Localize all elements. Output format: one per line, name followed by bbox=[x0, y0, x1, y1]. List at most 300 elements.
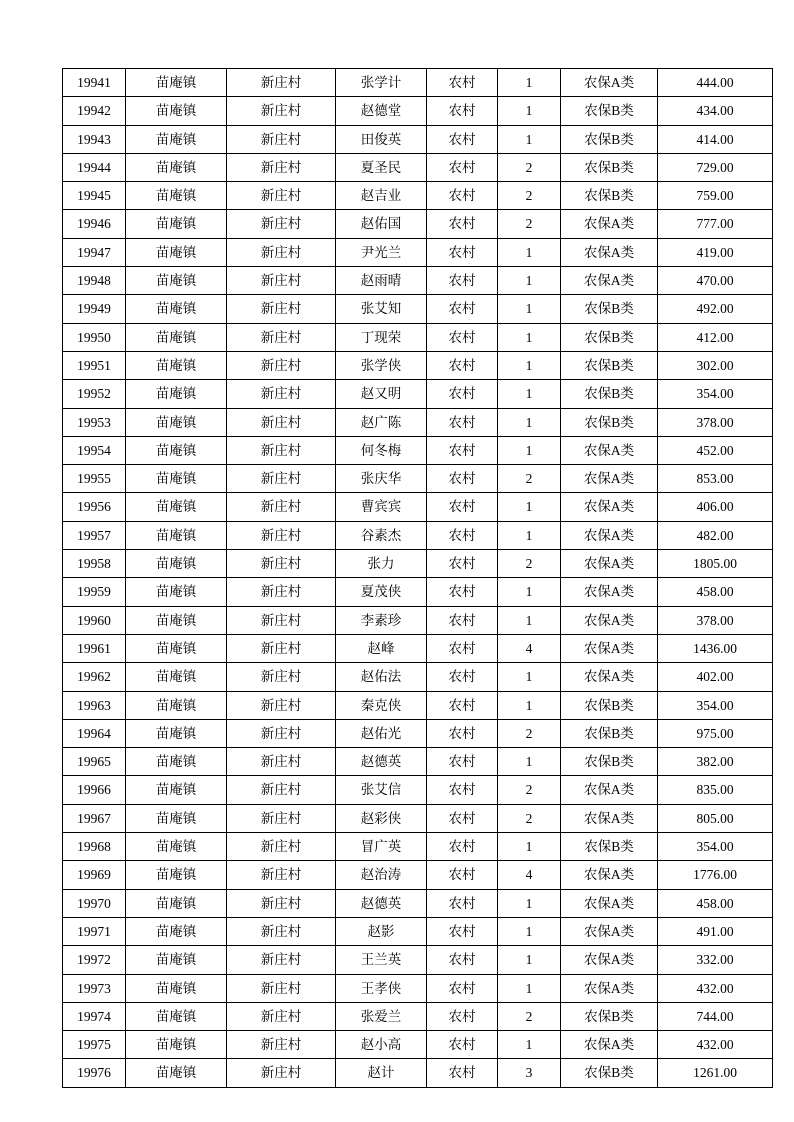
cell-town: 苗庵镇 bbox=[126, 663, 227, 691]
cell-name: 张艾知 bbox=[336, 295, 427, 323]
cell-count: 2 bbox=[498, 210, 561, 238]
cell-amount: 419.00 bbox=[658, 238, 773, 266]
cell-category: 农保A类 bbox=[561, 861, 658, 889]
cell-id: 19962 bbox=[63, 663, 126, 691]
table-row bbox=[63, 436, 773, 464]
cell-type: 农村 bbox=[427, 153, 498, 181]
cell-town: 苗庵镇 bbox=[126, 946, 227, 974]
table-row bbox=[63, 465, 773, 493]
table-row bbox=[63, 493, 773, 521]
cell-category: 农保A类 bbox=[561, 663, 658, 691]
cell-count: 2 bbox=[498, 465, 561, 493]
cell-count: 1 bbox=[498, 974, 561, 1002]
cell-town: 苗庵镇 bbox=[126, 804, 227, 832]
cell-amount: 1776.00 bbox=[658, 861, 773, 889]
cell-category: 农保A类 bbox=[561, 889, 658, 917]
cell-amount: 434.00 bbox=[658, 97, 773, 125]
cell-id: 19948 bbox=[63, 267, 126, 295]
cell-name: 赵彩侠 bbox=[336, 804, 427, 832]
cell-town: 苗庵镇 bbox=[126, 748, 227, 776]
table-row bbox=[63, 351, 773, 379]
cell-id: 19969 bbox=[63, 861, 126, 889]
cell-town: 苗庵镇 bbox=[126, 69, 227, 97]
table-row bbox=[63, 550, 773, 578]
cell-town: 苗庵镇 bbox=[126, 380, 227, 408]
table-row bbox=[63, 748, 773, 776]
cell-amount: 744.00 bbox=[658, 1002, 773, 1030]
table-row bbox=[63, 578, 773, 606]
cell-count: 4 bbox=[498, 634, 561, 662]
cell-type: 农村 bbox=[427, 69, 498, 97]
cell-town: 苗庵镇 bbox=[126, 465, 227, 493]
table-row bbox=[63, 663, 773, 691]
table-body bbox=[63, 69, 773, 1088]
cell-name: 赵德堂 bbox=[336, 97, 427, 125]
cell-name: 赵治涛 bbox=[336, 861, 427, 889]
cell-category: 农保B类 bbox=[561, 380, 658, 408]
cell-type: 农村 bbox=[427, 493, 498, 521]
table-row bbox=[63, 323, 773, 351]
cell-count: 2 bbox=[498, 1002, 561, 1030]
cell-amount: 835.00 bbox=[658, 776, 773, 804]
cell-village: 新庄村 bbox=[227, 804, 336, 832]
cell-town: 苗庵镇 bbox=[126, 351, 227, 379]
cell-amount: 805.00 bbox=[658, 804, 773, 832]
cell-category: 农保B类 bbox=[561, 833, 658, 861]
table-row bbox=[63, 210, 773, 238]
cell-type: 农村 bbox=[427, 380, 498, 408]
cell-name: 夏茂侠 bbox=[336, 578, 427, 606]
cell-amount: 332.00 bbox=[658, 946, 773, 974]
cell-amount: 378.00 bbox=[658, 408, 773, 436]
cell-amount: 853.00 bbox=[658, 465, 773, 493]
cell-town: 苗庵镇 bbox=[126, 97, 227, 125]
cell-count: 1 bbox=[498, 833, 561, 861]
cell-name: 秦克侠 bbox=[336, 691, 427, 719]
cell-type: 农村 bbox=[427, 465, 498, 493]
cell-village: 新庄村 bbox=[227, 833, 336, 861]
table-row bbox=[63, 946, 773, 974]
cell-id: 19945 bbox=[63, 182, 126, 210]
cell-category: 农保A类 bbox=[561, 578, 658, 606]
table-row bbox=[63, 974, 773, 1002]
cell-type: 农村 bbox=[427, 776, 498, 804]
cell-count: 1 bbox=[498, 606, 561, 634]
cell-category: 农保A类 bbox=[561, 69, 658, 97]
cell-type: 农村 bbox=[427, 606, 498, 634]
cell-id: 19960 bbox=[63, 606, 126, 634]
cell-category: 农保B类 bbox=[561, 153, 658, 181]
cell-category: 农保A类 bbox=[561, 634, 658, 662]
cell-village: 新庄村 bbox=[227, 889, 336, 917]
cell-amount: 354.00 bbox=[658, 833, 773, 861]
cell-category: 农保B类 bbox=[561, 748, 658, 776]
cell-amount: 729.00 bbox=[658, 153, 773, 181]
cell-village: 新庄村 bbox=[227, 69, 336, 97]
cell-count: 1 bbox=[498, 323, 561, 351]
cell-count: 2 bbox=[498, 776, 561, 804]
cell-count: 1 bbox=[498, 97, 561, 125]
cell-name: 赵广陈 bbox=[336, 408, 427, 436]
cell-category: 农保A类 bbox=[561, 606, 658, 634]
cell-type: 农村 bbox=[427, 323, 498, 351]
cell-name: 张艾信 bbox=[336, 776, 427, 804]
cell-id: 19972 bbox=[63, 946, 126, 974]
cell-category: 农保A类 bbox=[561, 267, 658, 295]
cell-village: 新庄村 bbox=[227, 1059, 336, 1087]
cell-id: 19968 bbox=[63, 833, 126, 861]
cell-amount: 452.00 bbox=[658, 436, 773, 464]
cell-name: 何冬梅 bbox=[336, 436, 427, 464]
table-row bbox=[63, 267, 773, 295]
cell-count: 3 bbox=[498, 1059, 561, 1087]
cell-amount: 470.00 bbox=[658, 267, 773, 295]
cell-id: 19951 bbox=[63, 351, 126, 379]
cell-count: 1 bbox=[498, 351, 561, 379]
cell-town: 苗庵镇 bbox=[126, 295, 227, 323]
cell-village: 新庄村 bbox=[227, 663, 336, 691]
cell-amount: 777.00 bbox=[658, 210, 773, 238]
table-row bbox=[63, 691, 773, 719]
cell-town: 苗庵镇 bbox=[126, 578, 227, 606]
cell-town: 苗庵镇 bbox=[126, 153, 227, 181]
cell-id: 19954 bbox=[63, 436, 126, 464]
cell-amount: 492.00 bbox=[658, 295, 773, 323]
cell-id: 19970 bbox=[63, 889, 126, 917]
cell-town: 苗庵镇 bbox=[126, 210, 227, 238]
cell-town: 苗庵镇 bbox=[126, 125, 227, 153]
cell-town: 苗庵镇 bbox=[126, 889, 227, 917]
cell-category: 农保A类 bbox=[561, 804, 658, 832]
cell-village: 新庄村 bbox=[227, 748, 336, 776]
cell-name: 张爱兰 bbox=[336, 1002, 427, 1030]
cell-category: 农保B类 bbox=[561, 125, 658, 153]
cell-village: 新庄村 bbox=[227, 182, 336, 210]
cell-category: 农保B类 bbox=[561, 408, 658, 436]
cell-town: 苗庵镇 bbox=[126, 1059, 227, 1087]
cell-type: 农村 bbox=[427, 436, 498, 464]
cell-village: 新庄村 bbox=[227, 408, 336, 436]
cell-amount: 302.00 bbox=[658, 351, 773, 379]
cell-town: 苗庵镇 bbox=[126, 691, 227, 719]
cell-category: 农保A类 bbox=[561, 465, 658, 493]
cell-id: 19956 bbox=[63, 493, 126, 521]
cell-type: 农村 bbox=[427, 267, 498, 295]
cell-id: 19943 bbox=[63, 125, 126, 153]
cell-type: 农村 bbox=[427, 238, 498, 266]
cell-count: 1 bbox=[498, 521, 561, 549]
cell-name: 赵德英 bbox=[336, 748, 427, 776]
cell-name: 赵计 bbox=[336, 1059, 427, 1087]
cell-amount: 458.00 bbox=[658, 578, 773, 606]
cell-category: 农保A类 bbox=[561, 1031, 658, 1059]
cell-town: 苗庵镇 bbox=[126, 917, 227, 945]
cell-village: 新庄村 bbox=[227, 719, 336, 747]
cell-town: 苗庵镇 bbox=[126, 182, 227, 210]
cell-id: 19966 bbox=[63, 776, 126, 804]
cell-id: 19944 bbox=[63, 153, 126, 181]
table-row bbox=[63, 1031, 773, 1059]
cell-town: 苗庵镇 bbox=[126, 861, 227, 889]
cell-type: 农村 bbox=[427, 974, 498, 1002]
cell-count: 1 bbox=[498, 946, 561, 974]
cell-amount: 458.00 bbox=[658, 889, 773, 917]
cell-name: 冒广英 bbox=[336, 833, 427, 861]
cell-count: 1 bbox=[498, 69, 561, 97]
table-row bbox=[63, 833, 773, 861]
cell-count: 1 bbox=[498, 380, 561, 408]
cell-id: 19976 bbox=[63, 1059, 126, 1087]
cell-name: 赵又明 bbox=[336, 380, 427, 408]
cell-name: 田俊英 bbox=[336, 125, 427, 153]
cell-village: 新庄村 bbox=[227, 974, 336, 1002]
cell-name: 赵雨晴 bbox=[336, 267, 427, 295]
cell-name: 赵德英 bbox=[336, 889, 427, 917]
cell-type: 农村 bbox=[427, 210, 498, 238]
table-row bbox=[63, 153, 773, 181]
cell-village: 新庄村 bbox=[227, 946, 336, 974]
cell-village: 新庄村 bbox=[227, 917, 336, 945]
cell-type: 农村 bbox=[427, 861, 498, 889]
cell-id: 19967 bbox=[63, 804, 126, 832]
cell-village: 新庄村 bbox=[227, 210, 336, 238]
cell-id: 19947 bbox=[63, 238, 126, 266]
cell-category: 农保A类 bbox=[561, 493, 658, 521]
cell-category: 农保B类 bbox=[561, 1059, 658, 1087]
cell-amount: 444.00 bbox=[658, 69, 773, 97]
cell-id: 19942 bbox=[63, 97, 126, 125]
cell-village: 新庄村 bbox=[227, 267, 336, 295]
cell-town: 苗庵镇 bbox=[126, 436, 227, 464]
cell-category: 农保B类 bbox=[561, 351, 658, 379]
cell-town: 苗庵镇 bbox=[126, 1031, 227, 1059]
cell-name: 赵佑国 bbox=[336, 210, 427, 238]
cell-amount: 432.00 bbox=[658, 974, 773, 1002]
cell-name: 赵小高 bbox=[336, 1031, 427, 1059]
cell-amount: 354.00 bbox=[658, 691, 773, 719]
cell-id: 19958 bbox=[63, 550, 126, 578]
cell-amount: 382.00 bbox=[658, 748, 773, 776]
cell-village: 新庄村 bbox=[227, 380, 336, 408]
cell-town: 苗庵镇 bbox=[126, 776, 227, 804]
cell-category: 农保A类 bbox=[561, 974, 658, 1002]
cell-category: 农保A类 bbox=[561, 238, 658, 266]
cell-count: 1 bbox=[498, 691, 561, 719]
cell-name: 王孝侠 bbox=[336, 974, 427, 1002]
table-row bbox=[63, 380, 773, 408]
cell-type: 农村 bbox=[427, 521, 498, 549]
cell-amount: 414.00 bbox=[658, 125, 773, 153]
cell-village: 新庄村 bbox=[227, 521, 336, 549]
cell-id: 19959 bbox=[63, 578, 126, 606]
cell-name: 尹光兰 bbox=[336, 238, 427, 266]
cell-type: 农村 bbox=[427, 833, 498, 861]
table-row bbox=[63, 69, 773, 97]
cell-town: 苗庵镇 bbox=[126, 521, 227, 549]
cell-category: 农保B类 bbox=[561, 182, 658, 210]
cell-name: 赵佑光 bbox=[336, 719, 427, 747]
cell-type: 农村 bbox=[427, 408, 498, 436]
cell-village: 新庄村 bbox=[227, 125, 336, 153]
table-row bbox=[63, 238, 773, 266]
cell-name: 赵峰 bbox=[336, 634, 427, 662]
cell-count: 2 bbox=[498, 550, 561, 578]
cell-count: 1 bbox=[498, 436, 561, 464]
cell-amount: 354.00 bbox=[658, 380, 773, 408]
table-row bbox=[63, 861, 773, 889]
cell-count: 1 bbox=[498, 578, 561, 606]
cell-count: 4 bbox=[498, 861, 561, 889]
cell-count: 1 bbox=[498, 238, 561, 266]
cell-count: 1 bbox=[498, 917, 561, 945]
table-row bbox=[63, 889, 773, 917]
cell-count: 2 bbox=[498, 804, 561, 832]
table-row bbox=[63, 408, 773, 436]
cell-village: 新庄村 bbox=[227, 295, 336, 323]
cell-category: 农保B类 bbox=[561, 97, 658, 125]
cell-id: 19949 bbox=[63, 295, 126, 323]
cell-village: 新庄村 bbox=[227, 550, 336, 578]
cell-name: 张力 bbox=[336, 550, 427, 578]
cell-count: 1 bbox=[498, 295, 561, 323]
cell-category: 农保A类 bbox=[561, 436, 658, 464]
cell-id: 19957 bbox=[63, 521, 126, 549]
cell-amount: 759.00 bbox=[658, 182, 773, 210]
cell-village: 新庄村 bbox=[227, 351, 336, 379]
cell-amount: 412.00 bbox=[658, 323, 773, 351]
table-row bbox=[63, 295, 773, 323]
cell-village: 新庄村 bbox=[227, 465, 336, 493]
cell-category: 农保A类 bbox=[561, 210, 658, 238]
cell-category: 农保B类 bbox=[561, 1002, 658, 1030]
table-row bbox=[63, 521, 773, 549]
cell-type: 农村 bbox=[427, 97, 498, 125]
cell-type: 农村 bbox=[427, 634, 498, 662]
cell-name: 赵佑法 bbox=[336, 663, 427, 691]
cell-town: 苗庵镇 bbox=[126, 634, 227, 662]
cell-type: 农村 bbox=[427, 804, 498, 832]
cell-town: 苗庵镇 bbox=[126, 238, 227, 266]
cell-count: 1 bbox=[498, 125, 561, 153]
cell-name: 曹宾宾 bbox=[336, 493, 427, 521]
cell-type: 农村 bbox=[427, 550, 498, 578]
cell-category: 农保A类 bbox=[561, 521, 658, 549]
cell-village: 新庄村 bbox=[227, 436, 336, 464]
cell-id: 19941 bbox=[63, 69, 126, 97]
cell-category: 农保A类 bbox=[561, 917, 658, 945]
cell-type: 农村 bbox=[427, 889, 498, 917]
cell-village: 新庄村 bbox=[227, 861, 336, 889]
subsidy-recipients-table bbox=[62, 68, 773, 1088]
cell-count: 2 bbox=[498, 719, 561, 747]
cell-category: 农保B类 bbox=[561, 295, 658, 323]
cell-village: 新庄村 bbox=[227, 97, 336, 125]
cell-name: 夏圣民 bbox=[336, 153, 427, 181]
cell-name: 丁现荣 bbox=[336, 323, 427, 351]
cell-amount: 378.00 bbox=[658, 606, 773, 634]
cell-type: 农村 bbox=[427, 946, 498, 974]
cell-type: 农村 bbox=[427, 663, 498, 691]
cell-id: 19975 bbox=[63, 1031, 126, 1059]
cell-id: 19964 bbox=[63, 719, 126, 747]
cell-count: 2 bbox=[498, 182, 561, 210]
cell-category: 农保A类 bbox=[561, 946, 658, 974]
cell-town: 苗庵镇 bbox=[126, 323, 227, 351]
cell-town: 苗庵镇 bbox=[126, 493, 227, 521]
cell-category: 农保B类 bbox=[561, 323, 658, 351]
cell-count: 1 bbox=[498, 663, 561, 691]
cell-name: 赵影 bbox=[336, 917, 427, 945]
cell-name: 李素珍 bbox=[336, 606, 427, 634]
cell-id: 19953 bbox=[63, 408, 126, 436]
cell-amount: 402.00 bbox=[658, 663, 773, 691]
cell-category: 农保A类 bbox=[561, 550, 658, 578]
cell-count: 2 bbox=[498, 153, 561, 181]
cell-town: 苗庵镇 bbox=[126, 408, 227, 436]
cell-id: 19946 bbox=[63, 210, 126, 238]
cell-village: 新庄村 bbox=[227, 1002, 336, 1030]
cell-category: 农保B类 bbox=[561, 719, 658, 747]
table-row bbox=[63, 776, 773, 804]
cell-village: 新庄村 bbox=[227, 691, 336, 719]
cell-count: 1 bbox=[498, 267, 561, 295]
cell-village: 新庄村 bbox=[227, 634, 336, 662]
cell-village: 新庄村 bbox=[227, 238, 336, 266]
cell-id: 19974 bbox=[63, 1002, 126, 1030]
cell-count: 1 bbox=[498, 493, 561, 521]
table-row bbox=[63, 1059, 773, 1087]
table-row bbox=[63, 1002, 773, 1030]
cell-type: 农村 bbox=[427, 1002, 498, 1030]
cell-amount: 482.00 bbox=[658, 521, 773, 549]
cell-count: 1 bbox=[498, 748, 561, 776]
cell-type: 农村 bbox=[427, 691, 498, 719]
cell-type: 农村 bbox=[427, 1031, 498, 1059]
table-row bbox=[63, 634, 773, 662]
cell-town: 苗庵镇 bbox=[126, 719, 227, 747]
table-row bbox=[63, 125, 773, 153]
cell-id: 19965 bbox=[63, 748, 126, 776]
cell-type: 农村 bbox=[427, 578, 498, 606]
cell-id: 19955 bbox=[63, 465, 126, 493]
cell-name: 谷素杰 bbox=[336, 521, 427, 549]
cell-amount: 1261.00 bbox=[658, 1059, 773, 1087]
cell-village: 新庄村 bbox=[227, 493, 336, 521]
cell-village: 新庄村 bbox=[227, 1031, 336, 1059]
cell-amount: 491.00 bbox=[658, 917, 773, 945]
cell-amount: 975.00 bbox=[658, 719, 773, 747]
cell-id: 19973 bbox=[63, 974, 126, 1002]
table-row bbox=[63, 97, 773, 125]
cell-id: 19961 bbox=[63, 634, 126, 662]
cell-amount: 432.00 bbox=[658, 1031, 773, 1059]
cell-type: 农村 bbox=[427, 917, 498, 945]
cell-id: 19971 bbox=[63, 917, 126, 945]
cell-village: 新庄村 bbox=[227, 776, 336, 804]
cell-amount: 406.00 bbox=[658, 493, 773, 521]
cell-amount: 1436.00 bbox=[658, 634, 773, 662]
cell-count: 1 bbox=[498, 408, 561, 436]
cell-village: 新庄村 bbox=[227, 606, 336, 634]
cell-type: 农村 bbox=[427, 295, 498, 323]
cell-town: 苗庵镇 bbox=[126, 833, 227, 861]
cell-count: 1 bbox=[498, 889, 561, 917]
cell-type: 农村 bbox=[427, 125, 498, 153]
table-row bbox=[63, 182, 773, 210]
cell-category: 农保A类 bbox=[561, 776, 658, 804]
table-row bbox=[63, 917, 773, 945]
cell-type: 农村 bbox=[427, 748, 498, 776]
